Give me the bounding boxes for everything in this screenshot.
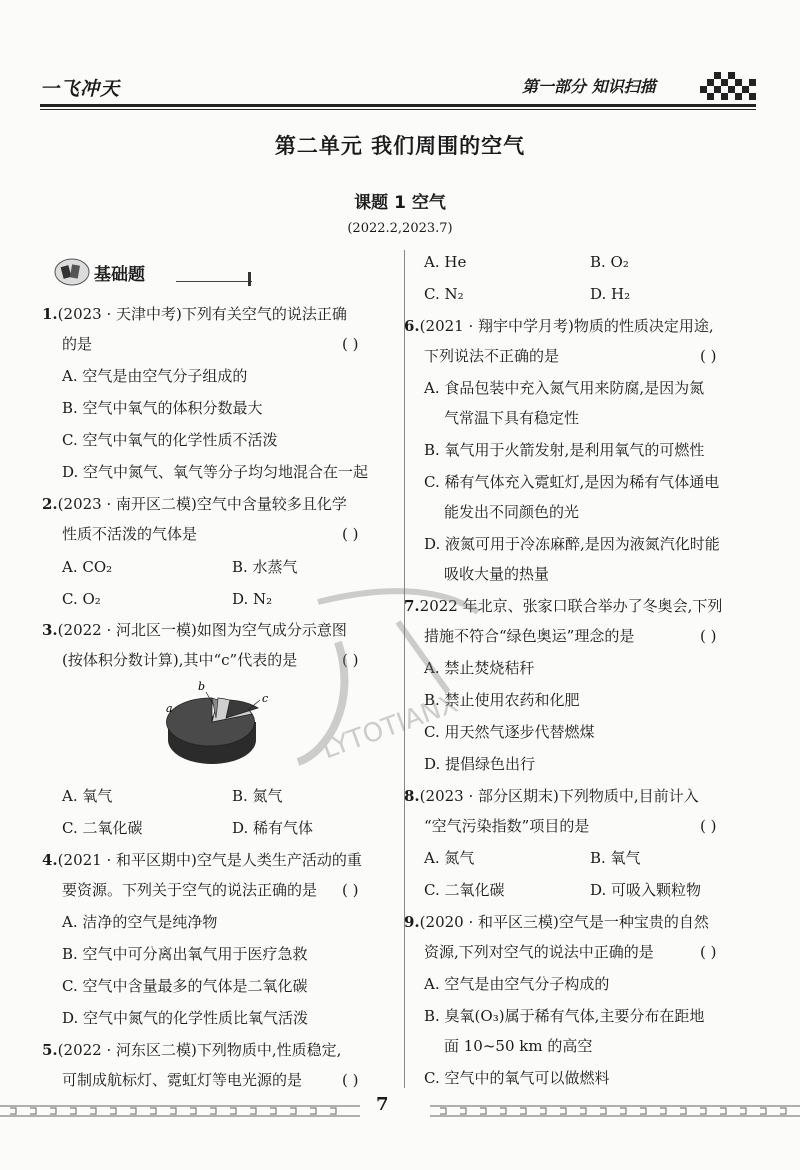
question-5-line-2: 可制成航标灯、霓虹灯等电光源的是 bbox=[62, 1071, 303, 1089]
question-1-option-d: D. 空气中氮气、氧气等分子均匀地混合在一起 bbox=[62, 463, 369, 481]
question-9-line-1: 9.(2020 · 和平区三模)空气是一种宝贵的自然 bbox=[404, 913, 709, 931]
question-9-line-2: 资源,下列对空气的说法中正确的是 bbox=[424, 943, 654, 961]
question-4-option-a: A. 洁净的空气是纯净物 bbox=[62, 913, 218, 931]
question-3-option-b: B. 氮气 bbox=[232, 787, 283, 805]
question-7-line-2: 措施不符合“绿色奥运”理念的是 bbox=[424, 627, 635, 645]
question-6-line-1: 6.(2021 · 翔宇中学月考)物质的性质决定用途, bbox=[404, 317, 714, 335]
question-5-option-a: A. He bbox=[424, 253, 467, 271]
question-1-line-2: 的是 bbox=[62, 335, 93, 353]
question-2-option-d: D. N₂ bbox=[232, 590, 273, 608]
question-9-option-c: C. 空气中的氧气可以做燃料 bbox=[424, 1069, 610, 1087]
question-2-option-c: C. O₂ bbox=[62, 590, 101, 608]
question-7-option-b: B. 禁止使用农药和化肥 bbox=[424, 691, 580, 709]
question-1-option-b: B. 空气中氧气的体积分数最大 bbox=[62, 399, 263, 417]
question-6-option-c-line-2: 能发出不同颜色的光 bbox=[444, 503, 580, 521]
question-3-line-1: 3.(2022 · 河北区一模)如图为空气成分示意图 bbox=[42, 621, 347, 639]
air-composition-pie-chart bbox=[160, 678, 280, 778]
badge-underline bbox=[176, 281, 252, 282]
question-2-line-2: 性质不活泼的气体是 bbox=[62, 525, 198, 543]
pie-label-a: a bbox=[166, 702, 173, 715]
book-stack-icon bbox=[54, 258, 90, 286]
badge-end-mark bbox=[248, 272, 251, 286]
question-1-answer-bracket[interactable]: ( ) bbox=[342, 335, 359, 353]
question-6-answer-bracket[interactable]: ( ) bbox=[700, 347, 717, 365]
question-4-line-1: 4.(2021 · 和平区期中)空气是人类生产活动的重 bbox=[42, 851, 362, 869]
question-3-option-a: A. 氧气 bbox=[62, 787, 113, 805]
unit-title: 第二单元 我们周围的空气 bbox=[274, 134, 526, 158]
question-7-line-1: 7.2022 年北京、张家口联合举办了冬奥会,下列 bbox=[404, 597, 723, 615]
lesson-title: 课题 1 空气 bbox=[354, 193, 446, 213]
question-9-answer-bracket[interactable]: ( ) bbox=[700, 943, 717, 961]
question-5-line-1: 5.(2022 · 河东区二模)下列物质中,性质稳定, bbox=[42, 1041, 342, 1059]
question-8-option-c: C. 二氧化碳 bbox=[424, 881, 505, 899]
question-3-option-c: C. 二氧化碳 bbox=[62, 819, 143, 837]
question-5-option-d: D. H₂ bbox=[590, 285, 631, 303]
question-5-option-c: C. N₂ bbox=[424, 285, 464, 303]
question-2-option-a: A. CO₂ bbox=[62, 558, 113, 576]
footer-border bbox=[0, 1100, 800, 1122]
question-7-answer-bracket[interactable]: ( ) bbox=[700, 627, 717, 645]
svg-text:LYTOTIANX: LYTOTIANX bbox=[318, 688, 462, 766]
question-8-line-2: “空气污染指数”项目的是 bbox=[424, 817, 590, 835]
question-1-option-c: C. 空气中氧气的化学性质不活泼 bbox=[62, 431, 278, 449]
pie-label-b: b bbox=[198, 680, 206, 693]
question-4-option-d: D. 空气中氮气的化学性质比氧气活泼 bbox=[62, 1009, 309, 1027]
question-8-line-1: 8.(2023 · 部分区期末)下列物质中,目前计入 bbox=[404, 787, 699, 805]
question-4-option-b: B. 空气中可分离出氧气用于医疗急救 bbox=[62, 945, 308, 963]
question-3-option-d: D. 稀有气体 bbox=[232, 819, 314, 837]
question-8-option-b: B. 氧气 bbox=[590, 849, 641, 867]
question-4-line-2: 要资源。下列关于空气的说法正确的是 bbox=[62, 881, 318, 899]
question-6-option-b: B. 氧气用于火箭发射,是利用氧气的可燃性 bbox=[424, 441, 705, 459]
question-7-option-a: A. 禁止焚烧秸秆 bbox=[424, 659, 535, 677]
question-3-line-2: (按体积分数计算),其中“c”代表的是 bbox=[62, 651, 298, 669]
question-7-option-c: C. 用天然气逐步代替燃煤 bbox=[424, 723, 595, 741]
question-9-option-b-line-1: B. 臭氧(O₃)属于稀有气体,主要分布在距地 bbox=[424, 1007, 705, 1025]
question-4-option-c: C. 空气中含量最多的气体是二氧化碳 bbox=[62, 977, 308, 995]
question-9-option-b-line-2: 面 10~50 km 的高空 bbox=[444, 1037, 593, 1055]
publisher-watermark-logo bbox=[278, 582, 508, 782]
section-badge: 基础题 bbox=[94, 265, 145, 285]
question-8-option-a: A. 氮气 bbox=[424, 849, 475, 867]
checker-pattern-icon bbox=[700, 72, 756, 102]
question-1-line-1: 1.(2023 · 天津中考)下列有关空气的说法正确 bbox=[42, 305, 347, 323]
question-6-option-d-line-2: 吸收大量的热量 bbox=[444, 565, 550, 583]
question-5-answer-bracket[interactable]: ( ) bbox=[342, 1071, 359, 1089]
question-6-option-c-line-1: C. 稀有气体充入霓虹灯,是因为稀有气体通电 bbox=[424, 473, 720, 491]
section-label: 第一部分 知识扫描 bbox=[522, 77, 656, 96]
brand-logo: 一飞冲天 bbox=[40, 78, 121, 100]
question-7-option-d: D. 提倡绿色出行 bbox=[424, 755, 536, 773]
question-8-answer-bracket[interactable]: ( ) bbox=[700, 817, 717, 835]
question-8-option-d: D. 可吸入颗粒物 bbox=[590, 881, 702, 899]
question-3-answer-bracket[interactable]: ( ) bbox=[342, 651, 359, 669]
question-9-option-a: A. 空气是由空气分子构成的 bbox=[424, 975, 610, 993]
question-6-option-d-line-1: D. 液氮可用于冷冻麻醉,是因为液氮汽化时能 bbox=[424, 535, 720, 553]
question-4-answer-bracket[interactable]: ( ) bbox=[342, 881, 359, 899]
header-rule bbox=[40, 104, 756, 110]
question-2-option-b: B. 水蒸气 bbox=[232, 558, 298, 576]
question-5-option-b: B. O₂ bbox=[590, 253, 629, 271]
page-number: 7 bbox=[376, 1094, 389, 1115]
exam-years: (2022.2,2023.7) bbox=[347, 221, 453, 236]
question-6-option-a-line-1: A. 食品包装中充入氮气用来防腐,是因为氮 bbox=[424, 379, 705, 397]
question-2-line-1: 2.(2023 · 南开区二模)空气中含量较多且化学 bbox=[42, 495, 347, 513]
question-2-answer-bracket[interactable]: ( ) bbox=[342, 525, 359, 543]
question-6-line-2: 下列说法不正确的是 bbox=[424, 347, 560, 365]
question-6-option-a-line-2: 气常温下具有稳定性 bbox=[444, 409, 580, 427]
question-1-option-a: A. 空气是由空气分子组成的 bbox=[62, 367, 248, 385]
pie-label-c: c bbox=[262, 692, 269, 705]
